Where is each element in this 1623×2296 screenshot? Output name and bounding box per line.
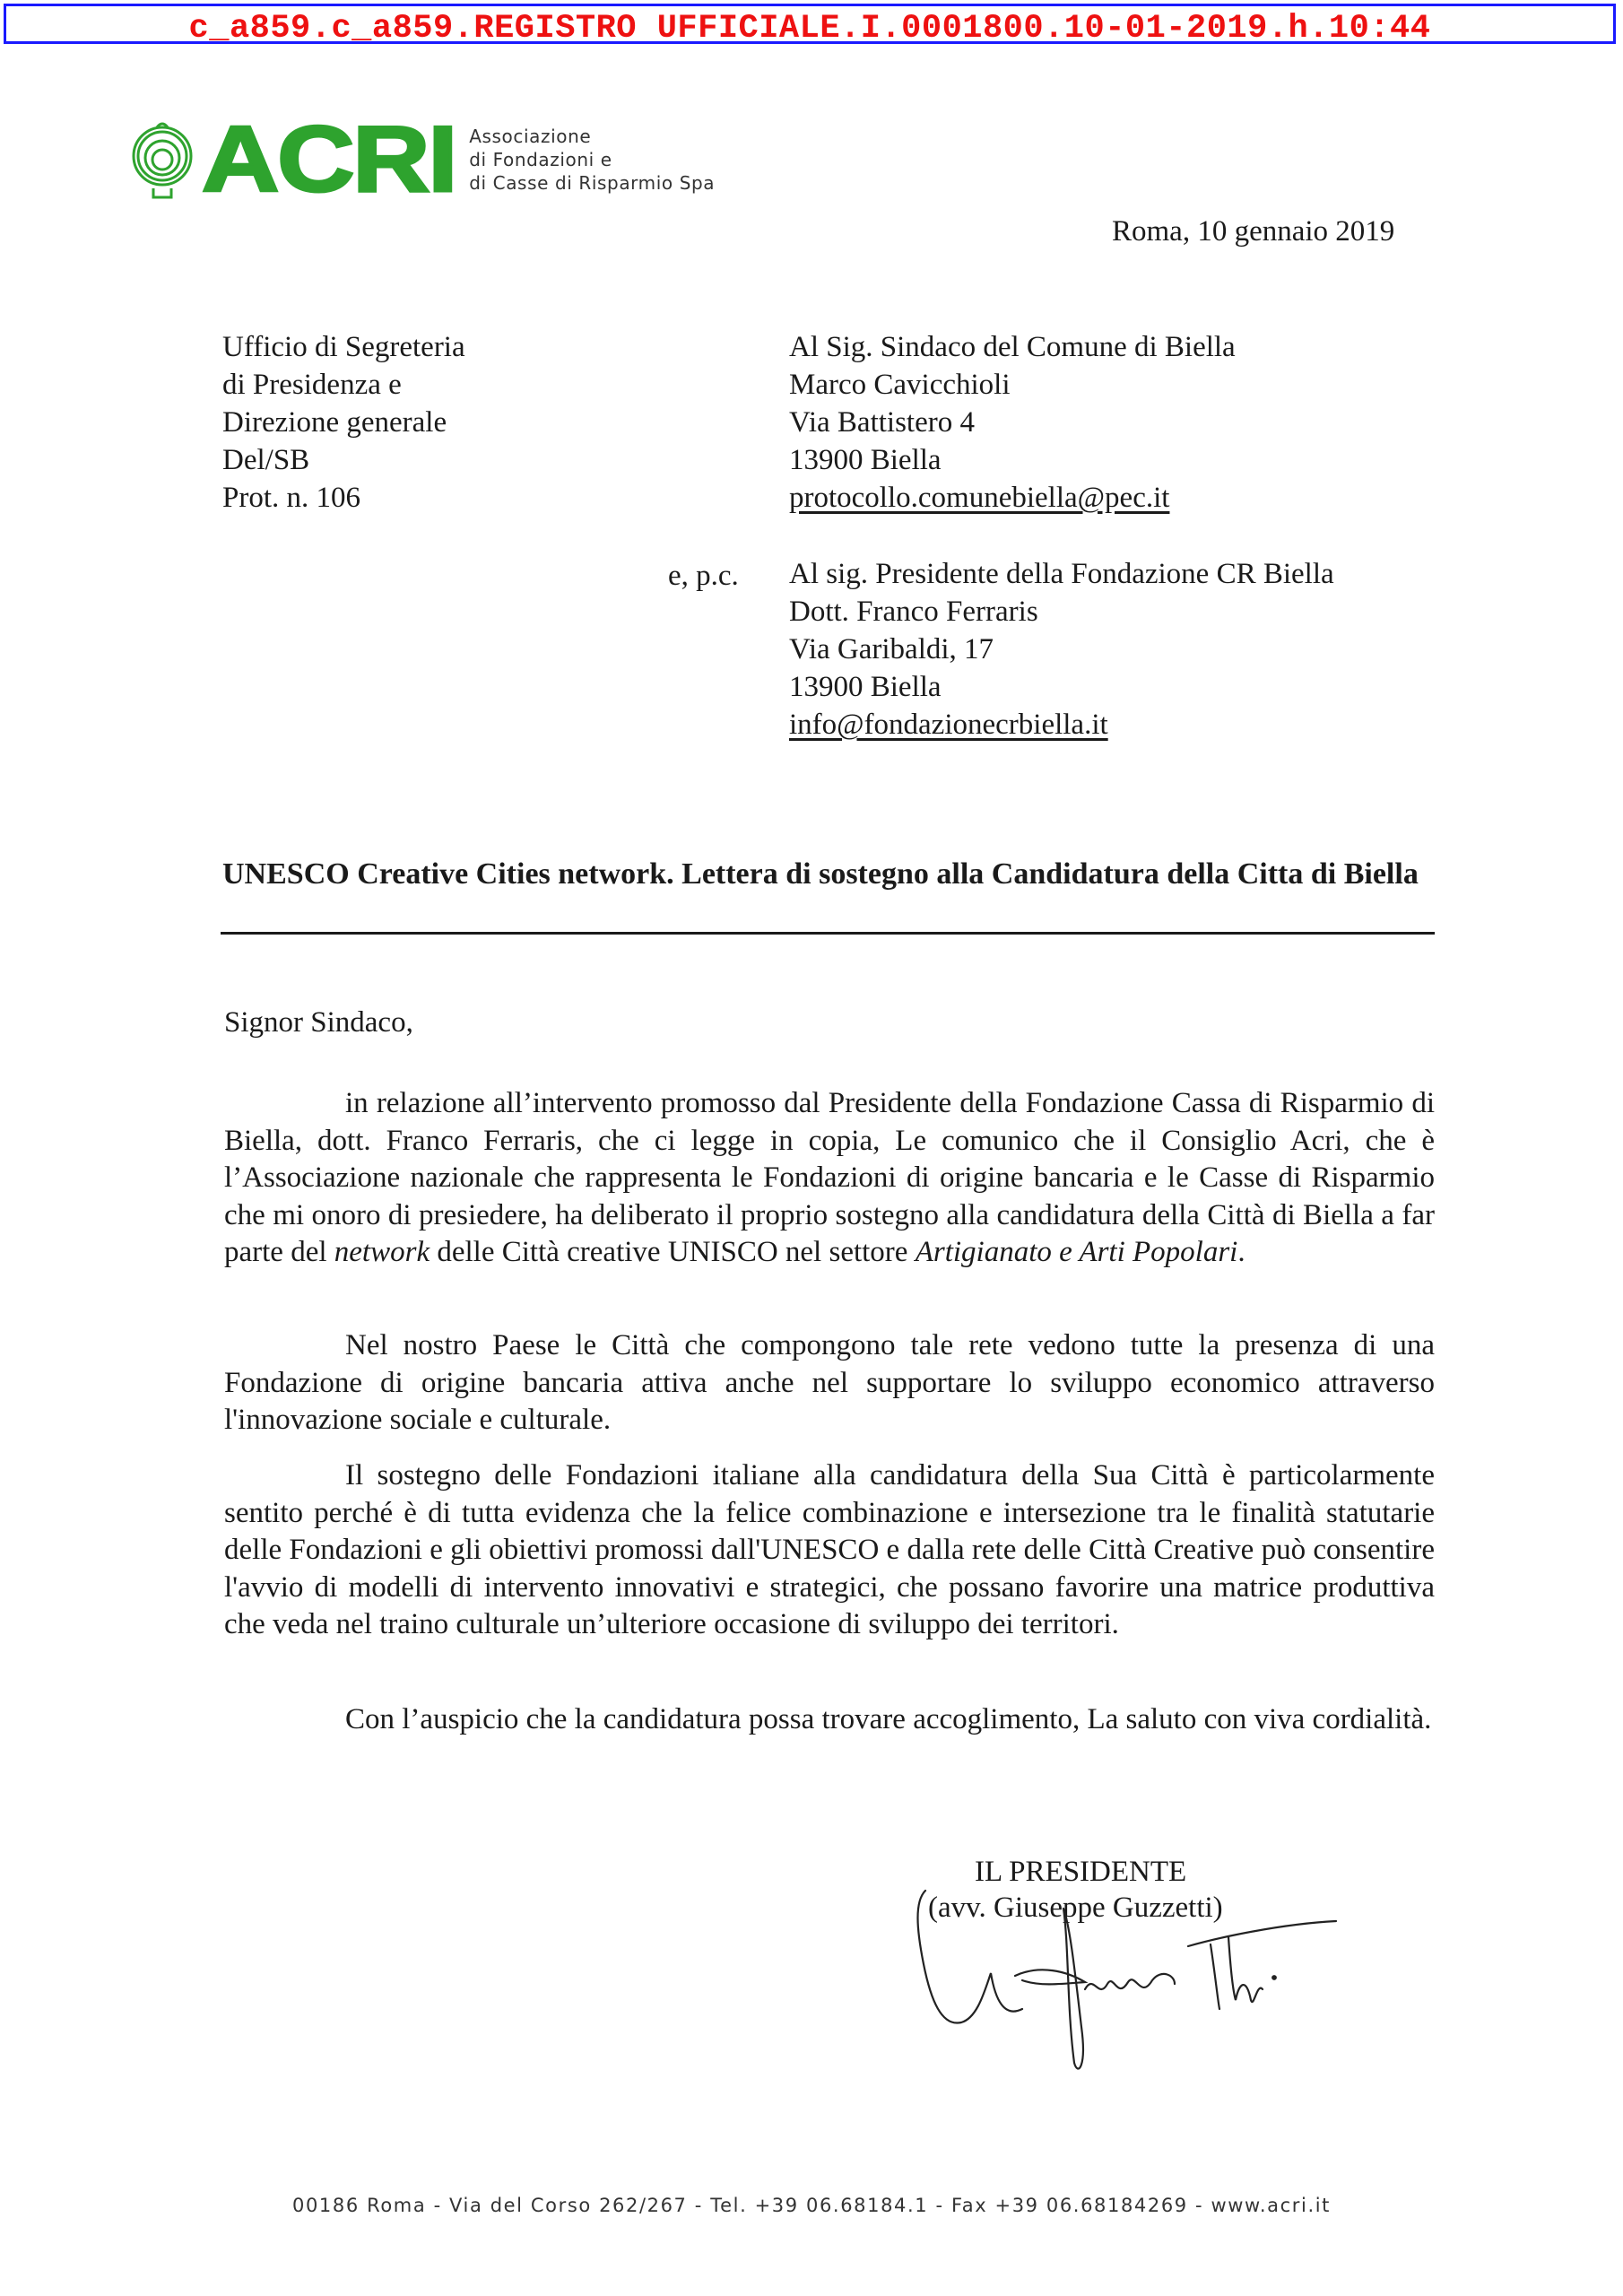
cc-block: [789, 555, 1334, 744]
logo-wordmark: ACRI: [202, 108, 456, 212]
salutation: Signor Sindaco,: [224, 1006, 413, 1039]
paragraph-text: in relazione all’intervento promosso dal Presidente della Fondazione Cassa di Risparmio di Biella, dott. Franco Ferraris, che ci legge in copia, Le comunico che il Consiglio Acri, che è l’Associazione nazionale che rappresenta le Fondazioni di origine bancaria e le Casse di Risparmio che mi onoro di presiedere, ha deliberato il proprio sostegno alla candidatura della Città di Biella a far parte del: [224, 1087, 1435, 1268]
subject-divider: [221, 932, 1435, 935]
signatory-name: (avv. Giuseppe Guzzetti): [928, 1892, 1223, 1924]
protocol-banner: [4, 4, 1616, 48]
sender-line: Del/SB: [222, 444, 310, 476]
recipient-email-link[interactable]: protocollo.comunebiella@pec.it: [789, 482, 1170, 514]
recipient-line: Marco Cavicchioli: [789, 369, 1011, 401]
signatory-title: IL PRESIDENTE: [975, 1856, 1187, 1888]
cc-line: Dott. Franco Ferraris: [789, 596, 1038, 628]
paragraph-text: Nel nostro Paese le Città che compongono tale rete vedono tutte la presenza di una Fondazione di origine bancaria attiva anche nel supportare lo sviluppo economico attraverso l'innovazione sociale e culturale.: [224, 1329, 1435, 1436]
body-paragraph-4: [224, 1701, 1435, 1739]
body-paragraph-1: [224, 1085, 1435, 1272]
concentric-rings-icon: [130, 117, 195, 203]
paragraph-text: .: [1237, 1236, 1245, 1268]
handwritten-signature-icon: [906, 1874, 1372, 2081]
sender-line: Ufficio di Segreteria: [222, 331, 465, 363]
sender-block: [222, 328, 465, 517]
letterhead-footer: 00186 Roma - Via del Corso 262/267 - Tel. +39 06.68184.1 - Fax +39 06.68184269 - www.acri.it: [292, 2195, 1331, 2216]
logo-subtitle: [469, 125, 715, 195]
paragraph-italic: network: [334, 1236, 430, 1268]
recipient-line: 13900 Biella: [789, 444, 942, 476]
paragraph-text: delle Città creative UNISCO nel settore: [430, 1236, 916, 1268]
logo-subtitle-line: di Casse di Risparmio Spa: [469, 172, 716, 194]
recipient-block: [789, 328, 1236, 517]
sender-line: di Presidenza e: [222, 369, 402, 401]
logo-subtitle-line: Associazione: [469, 126, 592, 147]
cc-email-link[interactable]: info@fondazionecrbiella.it: [789, 709, 1108, 741]
logo-subtitle-line: di Fondazioni e: [469, 149, 612, 170]
paragraph-italic: Artigianato e Arti Popolari: [915, 1236, 1238, 1268]
subject-line: UNESCO Creative Cities network. Lettera di sostegno alla Candidatura della Citta di Biella: [222, 857, 1419, 891]
recipient-line: Via Battistero 4: [789, 406, 975, 439]
body-paragraph-2: [224, 1327, 1435, 1439]
cc-line: Via Garibaldi, 17: [789, 633, 994, 665]
cc-label: e, p.c.: [668, 560, 739, 592]
protocol-number: Prot. n. 106: [222, 482, 361, 514]
date-line: Roma, 10 gennaio 2019: [1112, 215, 1395, 248]
paragraph-text: Con l’auspicio che la candidatura possa trovare accoglimento, La saluto con viva cordialità.: [345, 1703, 1432, 1735]
protocol-stamp: c_a859.c_a859.REGISTRO UFFICIALE.I.0001800.10-01-2019.h.10:44: [188, 10, 1431, 48]
cc-line: 13900 Biella: [789, 671, 942, 703]
sender-line: Direzione generale: [222, 406, 447, 439]
body-paragraph-3: [224, 1457, 1435, 1644]
acri-logo: [130, 108, 716, 212]
cc-line: Al sig. Presidente della Fondazione CR Biella: [789, 558, 1334, 590]
recipient-line: Al Sig. Sindaco del Comune di Biella: [789, 331, 1236, 363]
paragraph-text: Il sostegno delle Fondazioni italiane alla candidatura della Sua Città è particolarmente sentito perché è di tutta evidenza che la felice combinazione e intersezione tra le finalità statutarie delle Fondazioni e gli obiettivi promossi dall'UNESCO e dalla rete delle Città Creative può consentire l'avvio di modelli di intervento innovativi e strategici, che possano favorire una matrice produttiva che veda nel traino culturale un’ulteriore occasione di sviluppo dei territori.: [224, 1459, 1435, 1640]
